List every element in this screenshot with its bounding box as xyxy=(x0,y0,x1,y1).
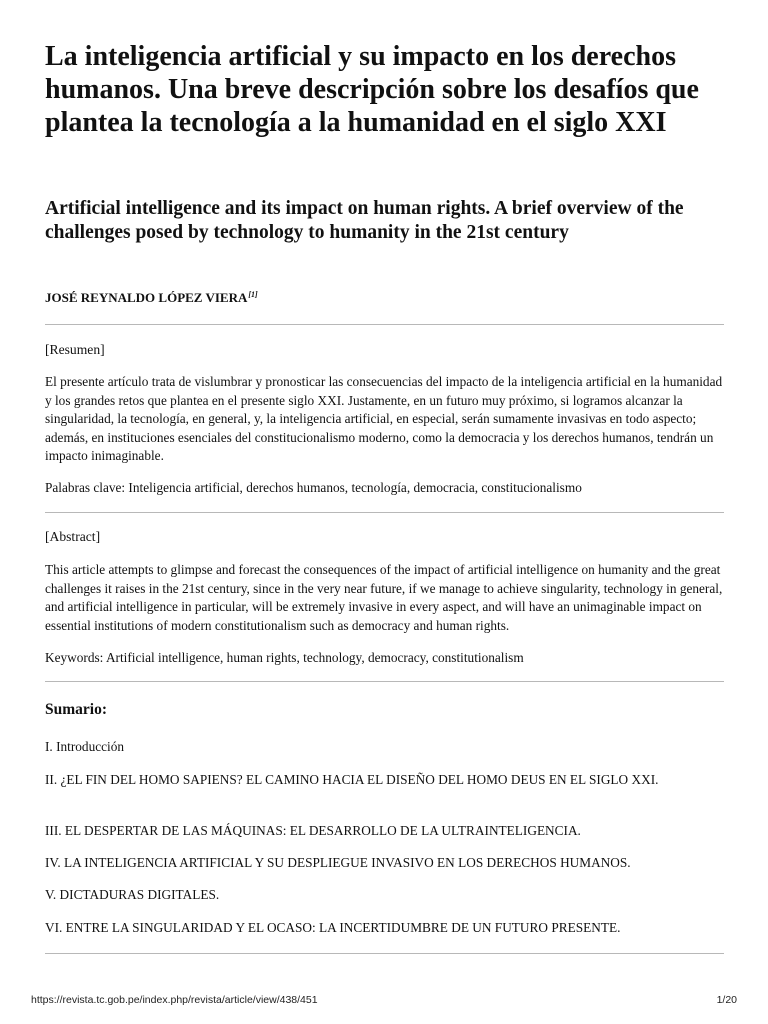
print-page-number: 1/20 xyxy=(716,994,737,1006)
divider xyxy=(45,324,724,325)
toc-item[interactable]: III. EL DESPERTAR DE LAS MÁQUINAS: EL DESARROLLO DE LA ULTRAINTELIGENCIA. xyxy=(45,823,581,838)
divider xyxy=(45,512,724,513)
toc-item[interactable]: VI. ENTRE LA SINGULARIDAD Y EL OCASO: LA INCERTIDUMBRE DE UN FUTURO PRESENTE. xyxy=(45,920,621,935)
article-title-en: Artificial intelligence and its impact on human rights. A brief overview of the challenges posed by technology to humanity in the 21st century xyxy=(45,198,684,243)
resumen-keywords: Palabras clave: Inteligencia artificial, derechos humanos, tecnología, democracia, constitucionalismo xyxy=(45,480,582,495)
toc-item[interactable]: V. DICTADURAS DIGITALES. xyxy=(45,887,220,902)
abstract-label: [Abstract] xyxy=(45,529,101,544)
toc-item[interactable]: II. ¿EL FIN DEL HOMO SAPIENS? EL CAMINO HACIA EL DISEÑO DEL HOMO DEUS EN EL SIGLO XXI. xyxy=(45,772,659,787)
article-author xyxy=(45,290,258,306)
toc-item[interactable]: I. Introducción xyxy=(45,739,125,754)
print-url: https://revista.tc.gob.pe/index.php/revista/article/view/438/451 xyxy=(31,994,318,1006)
abstract-keywords: Keywords: Artificial intelligence, human rights, technology, democracy, constitutionalism xyxy=(45,650,524,665)
article-title-es: La inteligencia artificial y su impacto en los derechos humanos. Una breve descripción sobre los desafíos que plantea la tecnología a la humanidad en el siglo XXI xyxy=(45,41,699,138)
abstract-text: This article attempts to glimpse and forecast the consequences of the impact of artificial intelligence on humanity and the great challenges it raises in the 21st century, since in the very near future, if we manage to achieve singularity, technology in general, and artificial intelligence in particular, will be extremely invasive in every aspect, and will have an unimaginable impact on essential institutions of modern constitutionalism such as democracy and human rights. xyxy=(45,562,723,633)
divider xyxy=(45,681,724,682)
author-footnote-link[interactable]: [1] xyxy=(248,290,258,299)
toc-item[interactable]: IV. LA INTELIGENCIA ARTIFICIAL Y SU DESPLIEGUE INVASIVO EN LOS DERECHOS HUMANOS. xyxy=(45,855,631,870)
sumario-title: Sumario: xyxy=(45,701,107,718)
resumen-text: El presente artículo trata de vislumbrar y pronosticar las consecuencias del impacto de la inteligencia artificial en la humanidad y los grandes retos que plantea en el presente siglo XXI. Justamente, en un futuro muy próximo, si logramos alcanzar la singularidad, la tecnología, en general, y, la inteligencia artificial, en especial, serán sumamente invasivas en todo aspecto; además, en instituciones esenciales del constitucionalismo moderno, como la democracia y los derechos humanos, tendrán un impacto inimaginable. xyxy=(45,374,723,463)
divider xyxy=(45,953,724,954)
resumen-label: [Resumen] xyxy=(45,342,105,357)
author-name: JOSÉ REYNALDO LÓPEZ VIERA xyxy=(45,290,248,305)
